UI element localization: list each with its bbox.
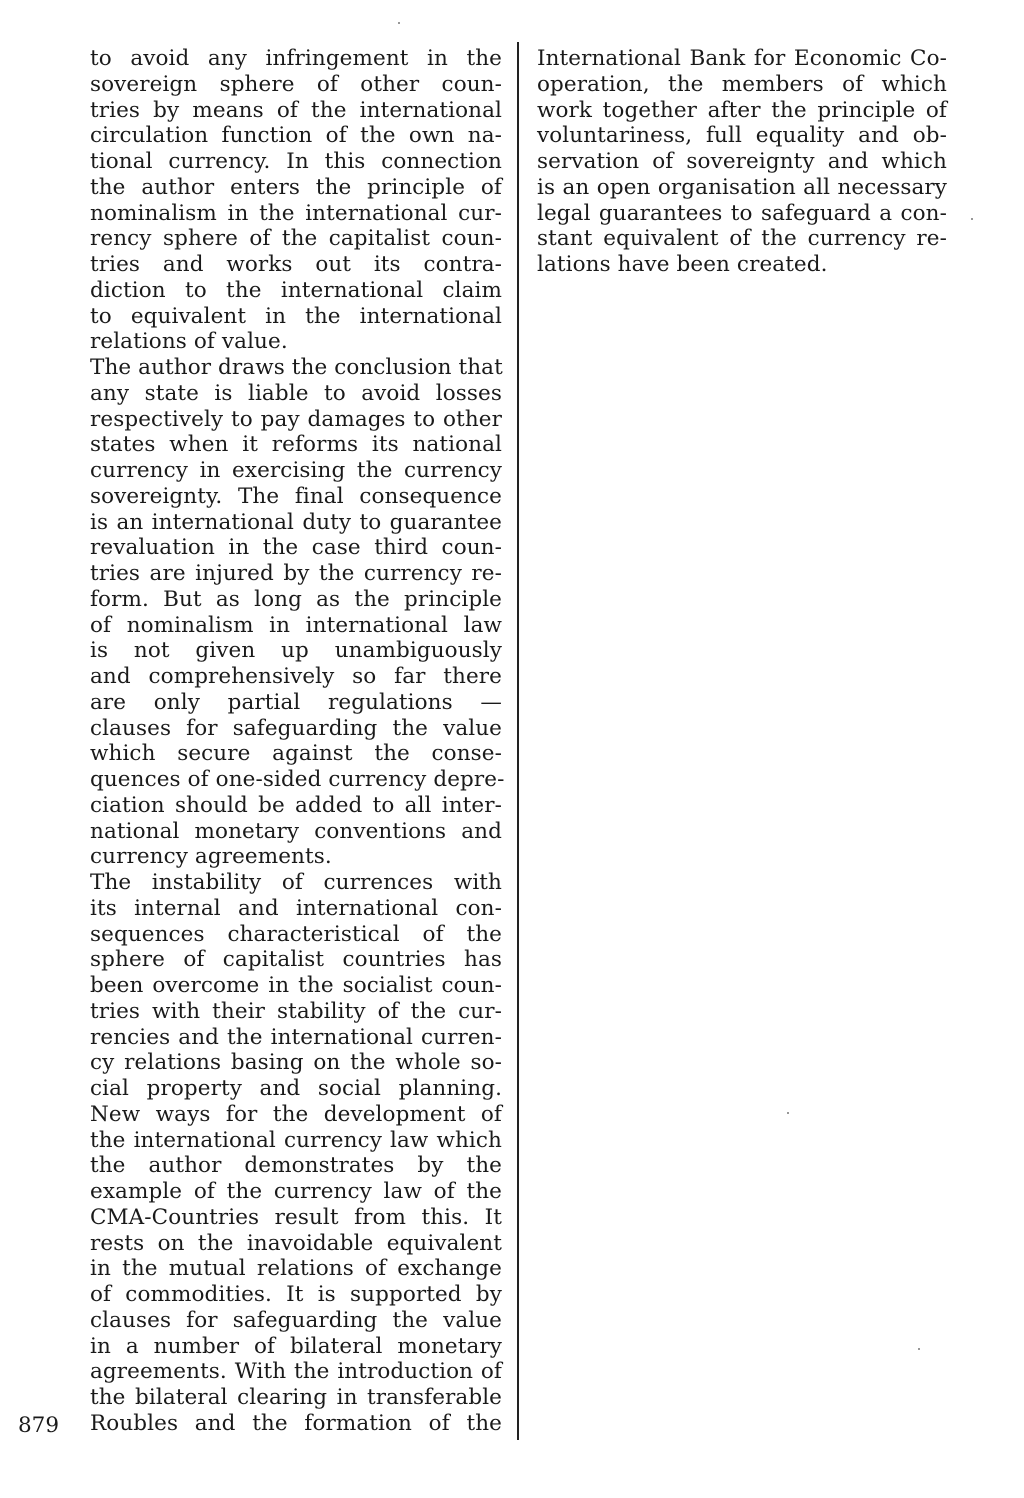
text-line: The instability of currences with <box>90 870 502 895</box>
text-line: tries by means of the international <box>90 97 502 123</box>
text-line: sequences characteristical of the <box>90 921 502 947</box>
text-line: of commodities. It is supported by <box>90 1282 502 1307</box>
text-line: International Bank for Economic Co- <box>537 46 947 71</box>
text-line: ciation should be added to all inter- <box>90 792 502 818</box>
text-line: the author enters the principle of <box>90 174 502 200</box>
text-line: tional currency. In this connection <box>90 149 502 174</box>
column-divider-rule <box>517 42 519 1440</box>
text-line: currency agreements. <box>90 844 332 870</box>
text-line: of nominalism in international law <box>90 612 502 638</box>
text-line: circulation function of the own na- <box>90 123 502 149</box>
text-line: in a number of bilateral monetary <box>90 1333 502 1359</box>
text-line: rencies and the international curren- <box>90 1024 502 1050</box>
text-line: states when it reforms its national <box>90 432 502 458</box>
text-line: agreements. With the introduction of <box>90 1359 502 1385</box>
text-line: to avoid any infringement in the <box>90 46 502 71</box>
text-line: the author demonstrates by the <box>90 1153 502 1179</box>
text-line: legal guarantees to safeguard a con- <box>537 200 947 226</box>
text-line: clauses for safeguarding the value <box>90 715 502 741</box>
text-line: Roubles and the formation of the <box>90 1410 502 1436</box>
text-line: tries and works out its contra- <box>90 252 502 277</box>
text-line: respectively to pay damages to other <box>90 406 502 432</box>
text-line: rency sphere of the capitalist coun- <box>90 226 502 252</box>
text-line: The author draws the conclusion that <box>90 355 503 380</box>
text-line: revaluation in the case third coun- <box>90 535 502 561</box>
scan-speck <box>398 22 400 24</box>
text-line: quences of one-sided currency depre- <box>90 767 505 792</box>
text-line: clauses for safeguarding the value <box>90 1307 502 1333</box>
text-line: relations of value. <box>90 329 288 355</box>
scan-speck <box>918 1348 920 1350</box>
text-line: currency in exercising the currency <box>90 458 502 483</box>
text-line: to equivalent in the international <box>90 303 502 329</box>
scan-speck <box>787 1112 789 1114</box>
text-line: operation, the members of which <box>537 71 947 97</box>
text-line: stant equivalent of the currency re- <box>537 226 947 252</box>
text-line: cial property and social planning. <box>90 1076 502 1101</box>
text-line: which secure against the conse- <box>90 741 502 767</box>
text-line: in the mutual relations of exchange <box>90 1256 502 1282</box>
text-line: is an open organisation all necessary <box>537 174 947 200</box>
text-line: diction to the international claim <box>90 277 502 303</box>
text-line: are only partial regulations — <box>90 689 502 715</box>
page-number: 879 <box>18 1413 60 1438</box>
text-line: tries with their stability of the cur- <box>90 998 502 1024</box>
scan-speck <box>971 218 973 220</box>
text-line: sphere of capitalist countries has <box>90 947 502 973</box>
text-line: the bilateral clearing in transferable <box>90 1385 502 1410</box>
text-line: cy relations basing on the whole so- <box>90 1050 502 1076</box>
text-line: example of the currency law of the <box>90 1179 502 1204</box>
text-line: the international currency law which <box>90 1127 502 1153</box>
text-line: form. But as long as the principle <box>90 586 502 612</box>
text-line: sovereign sphere of other coun- <box>90 71 502 97</box>
text-line: lations have been created. <box>537 252 828 277</box>
text-line: is not given up unambiguously <box>90 638 502 664</box>
text-line: tries are injured by the currency re- <box>90 561 502 586</box>
text-line: been overcome in the socialist coun- <box>90 973 502 998</box>
text-line: sovereignty. The final consequence <box>90 483 502 509</box>
text-line: CMA-Countries result from this. It <box>90 1204 502 1230</box>
text-line: national monetary conventions and <box>90 818 502 844</box>
text-line: voluntariness, full equality and ob- <box>537 123 947 149</box>
text-line: its internal and international con- <box>90 895 502 921</box>
text-line: rests on the inavoidable equivalent <box>90 1230 502 1256</box>
right-text-column <box>537 46 947 278</box>
text-line: New ways for the development of <box>90 1101 502 1127</box>
left-text-column <box>90 46 505 1437</box>
text-line: work together after the principle of <box>537 97 947 123</box>
text-line: is an international duty to guarantee <box>90 509 502 535</box>
text-line: nominalism in the international cur- <box>90 200 502 226</box>
text-line: and comprehensively so far there <box>90 664 502 689</box>
text-line: servation of sovereignty and which <box>537 149 947 174</box>
text-line: any state is liable to avoid losses <box>90 380 502 406</box>
